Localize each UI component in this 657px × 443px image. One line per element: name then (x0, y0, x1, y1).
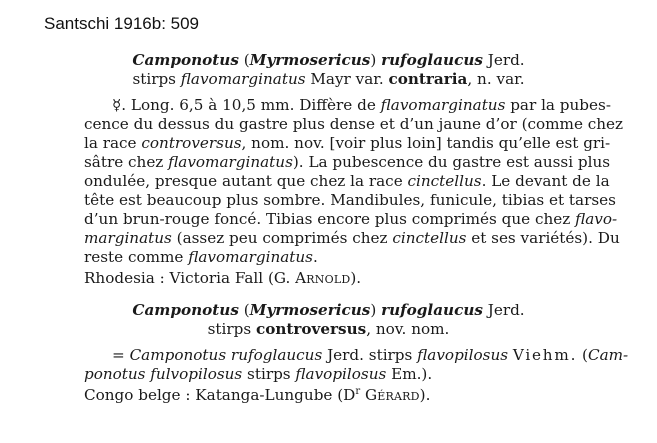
text: . Long. 6,5 à 10,5 mm. Diffère de (121, 96, 381, 114)
taxon2-stirps: controversus (255, 320, 367, 338)
text: ondulée, presque autant que chez la race (84, 172, 408, 190)
synonymy-line-1 (112, 346, 628, 364)
text: sâtre chez (84, 153, 169, 171)
text: . Le devant de la (481, 172, 610, 190)
taxon-name: flavopilosus (295, 365, 387, 383)
text: et ses variétés). Du (466, 229, 620, 247)
taxon-name: flavomarginatus (168, 153, 293, 171)
worker-caste-symbol-icon: ☿ (112, 96, 122, 114)
text: ( (577, 346, 588, 364)
taxon1-variety: contraria (388, 70, 468, 88)
taxon1-genus: Camponotus (132, 51, 239, 69)
taxon2-subheading (0, 320, 657, 338)
taxon2-heading (0, 301, 657, 319)
text: . (312, 248, 318, 266)
text: d’un brun-rouge foncé. Tibias encore plus comprimés que chez (84, 210, 576, 228)
taxon1-rank: stirps (132, 70, 176, 88)
paren: ( (243, 301, 250, 319)
taxon-name: flavo- (575, 210, 618, 228)
description-line-3 (84, 134, 610, 152)
taxon1-subheading (0, 70, 657, 88)
description-line-4 (84, 153, 610, 171)
taxon1-stirps: flavomarginatus (180, 70, 306, 88)
taxon-name: Camponotus rufoglaucus (129, 346, 323, 364)
text: Jerd. stirps (322, 346, 418, 364)
taxon-name: flavomarginatus (380, 96, 506, 114)
text: reste comme (84, 248, 189, 266)
equals-sign: = (112, 346, 130, 364)
taxon-name: flavopilosus (417, 346, 509, 364)
taxon2-subgenus: Myrmosericus (249, 301, 371, 319)
text: , nom. nov. [voir plus loin] tandis qu’elle est gri- (241, 134, 611, 152)
taxon-name: ponotus fulvopilosus (84, 365, 243, 383)
taxon2-status: , nov. nom. (366, 320, 450, 338)
taxon-name: Cam- (587, 346, 629, 364)
taxon-name: marginatus (84, 229, 172, 247)
text: (assez peu comprimés chez (171, 229, 393, 247)
taxon-name: controversus (141, 134, 242, 152)
text: Em.). (386, 365, 433, 383)
locality-1 (84, 269, 361, 287)
synonymy-line-2 (84, 365, 432, 383)
taxon2-author: Jerd. (487, 301, 525, 319)
description-line-9 (84, 248, 318, 266)
taxon1-heading (0, 51, 657, 69)
taxon1-status: , n. var. (467, 70, 525, 88)
text: par la pubes- (505, 96, 611, 114)
taxon2-rank: stirps (207, 320, 252, 338)
description-line-1 (112, 96, 611, 114)
locality-2 (84, 386, 430, 404)
paren: ) (370, 51, 377, 69)
citation-header: Santschi 1916b: 509 (44, 14, 200, 33)
text: tête est beaucoup plus sombre. Mandibules, funicule, tibias et tarses (84, 191, 616, 209)
collector-name: Arnold (295, 269, 351, 287)
description-line-6 (84, 191, 616, 209)
paren: ) (370, 301, 377, 319)
text: Congo belge : Katanga-Lungube (D (84, 386, 356, 404)
description-line-2 (84, 115, 623, 133)
text: ). (419, 386, 431, 404)
taxon1-author: Jerd. (487, 51, 525, 69)
description-line-8 (84, 229, 620, 247)
paren: ( (243, 51, 250, 69)
text: stirps (242, 365, 296, 383)
taxon-name: cinctellus (407, 172, 482, 190)
text: la race (84, 134, 142, 152)
collector-name: Gérard (364, 386, 420, 404)
description-line-7 (84, 210, 617, 228)
superscript: r (355, 385, 361, 397)
taxon1-stirps-author: Mayr var. (310, 70, 384, 88)
text: ). (350, 269, 362, 287)
taxon2-species: rufoglaucus (381, 301, 483, 319)
text: Rhodesia : Victoria Fall (G. (84, 269, 296, 287)
taxon-name: cinctellus (392, 229, 467, 247)
text: ). La pubescence du gastre est aussi plus (292, 153, 611, 171)
author-name: Viehm. (512, 346, 578, 364)
description-line-5 (84, 172, 610, 190)
text: cence du dessus du gastre plus dense et d’un jaune d’or (comme chez (84, 115, 624, 133)
taxon1-subgenus: Myrmosericus (249, 51, 371, 69)
taxon2-genus: Camponotus (132, 301, 239, 319)
taxon-name: flavomarginatus (188, 248, 313, 266)
taxon1-species: rufoglaucus (381, 51, 483, 69)
